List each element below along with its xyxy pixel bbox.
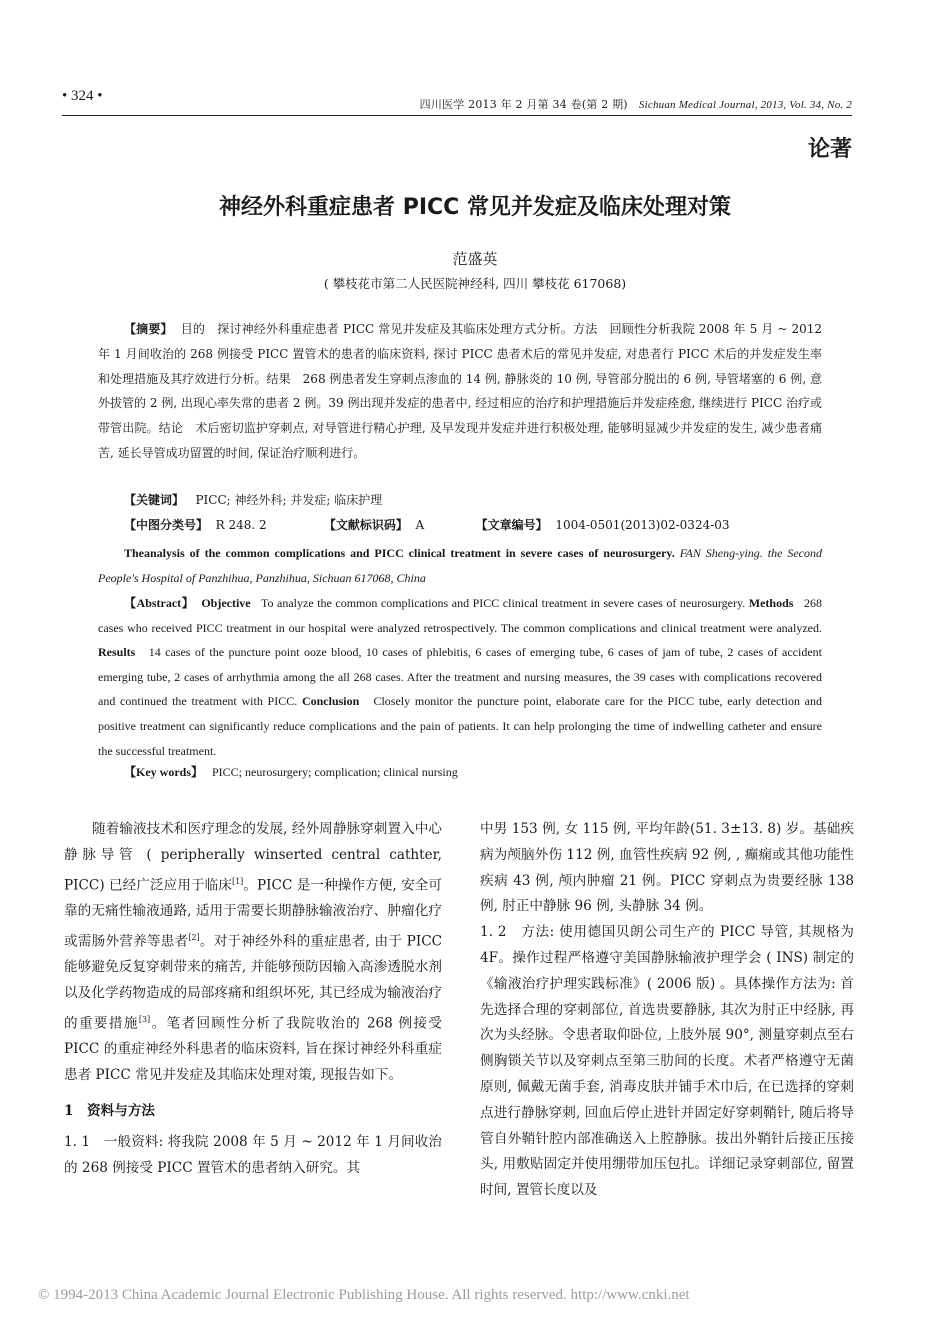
intro-paragraph <box>64 817 442 1089</box>
subsection-general-data: 1. 1 一般资料: 将我院 2008 年 5 月 ~ 2012 年 1 月间收治的 268 例接受 PICC 置管术的患者纳入研究。其 <box>64 1134 442 1177</box>
subsection-methods: 1. 2 方法: 使用德国贝朗公司生产的 PICC 导管, 其规格为 4F。操作过程严格遵守美国静脉输液护理学会 ( INS) 制定的《输液治疗护理实践标准》( 2006 版) 。具体操作方法为: 首先选择合理的穿刺部位, 首选贵要静脉, 其次为肘正中经脉, 再次为头经脉。令患者取仰卧位, 上肢外展 90°, 测量穿刺点至右侧胸锁关节以及穿刺点至第三肋间的长度。术者严格遵守无菌原则, 佩戴无菌手套, 消毒皮肤并铺手术巾后, 在已选择的穿刺点进行静脉穿刺, 回血后停止进针并固定好穿刺鞘针, 随后将导管自外鞘针腔内部准确送入上腔静脉。拔出外鞘针后接正压接头, 用敷贴固定并使用绷带加压包扎。详细记录穿刺部位, 留置时间, 置管长度以及 <box>480 924 854 1199</box>
objective-label: Objective <box>201 596 251 610</box>
abstract-cn-text: 目的 探讨神经外科重症患者 PICC 常见并发症及其临床处理方式分析。方法 回顾性分析我院 2008 年 5 月 ~ 2012 年 1 月间收治的 268 例接受 PICC 置管术的患者的临床资料, 探讨 PICC 患者术后的常见并发症, 对患者行 PICC 术后的并发症发生率和处理措施及其疗效进行分析。结果 268 例患者发生穿刺点渗血的 14 例, 静脉炎的 10 例, 导管部分脱出的 6 例, 导管堵塞的 6 例, 意外拔管的 2 例, 出现心率失常的患者 2 例。39 例出现并发症的患者中, 经过相应的治疗和护理措施后并发症痊愈, 继续进行 PICC 治疗或带管出院。结论 术后密切监护穿刺点, 对导管进行精心护理, 及早发现并发症并进行积极处理, 能够明显减少并发症的发生, 减少患者痛苦, 延长导管成功留置的时间, 保证治疗顺利进行。 <box>98 322 822 460</box>
clc-label: 【中图分类号】 <box>124 518 209 532</box>
abstract-en-heading <box>98 541 822 591</box>
objective-text: To analyze the common complications and PICC clinical treatment in severe cases of neurosurgery. <box>261 596 746 610</box>
body-column-right <box>480 817 854 1204</box>
intro-text-a: 随着输液技术和医疗理念的发展, 经外周静脉穿刺置入中心静脉导管 ( peripherally winserted central cathter, PICC) 已经广泛应用于临床 <box>64 821 442 894</box>
article-author: 范盛英 <box>452 250 498 268</box>
conclusion-text: Closely monitor the puncture point, elaborate care for the PICC tube, early detection and positive treatment can significantly reduce complications and the pain of patients. It can help prolonging the time of indwelling catheter and ensure the successful treatment. <box>98 694 823 758</box>
classification-row <box>124 516 730 533</box>
header-rule <box>62 115 852 116</box>
keywords-cn <box>124 491 382 508</box>
intro-text-b: 。PICC 是一种操作方便, 安全可靠的无痛性输液通路, 适用于需要长期静脉输液治疗、肿瘤化疗或需肠外营养等患者 <box>64 877 442 950</box>
doc-code-value: A <box>415 518 425 532</box>
intro-text-d: 。笔者回顾性分析了我院收治的 268 例接受 PICC 的重症神经外科患者的临床资料, 旨在探讨神经外科重症患者 PICC 常见并发症及其临床处理对策, 现报告如下。 <box>64 1015 442 1083</box>
doc-code-group <box>324 516 472 533</box>
keywords-en-text: PICC; neurosurgery; complication; clinical nursing <box>212 765 458 779</box>
running-head <box>420 96 852 112</box>
results-label: Results <box>98 645 136 660</box>
citation-2[interactable]: [2] <box>188 932 200 942</box>
intro-text-c: 。对于神经外科的重症患者, 由于 PICC 能够避免反复穿刺带来的痛苦, 并能够预防因输入高渗透脱水剂以及化学药物造成的局部疼痛和组织坏死, 其已经成为输液治疗的重要措施 <box>64 933 443 1032</box>
page-number: • 324 • <box>62 88 103 104</box>
abstract-cn-label: 【摘要】 <box>124 322 173 336</box>
article-no-group <box>476 516 730 533</box>
abstract-en-author: FAN Sheng-ying. the Second People's Hospital of Panzhihua, Panzhihua, Sichuan 617068, China <box>98 546 823 585</box>
article-affiliation: ( 攀枝花市第二人民医院神经科, 四川 攀枝花 617068) <box>323 276 627 291</box>
methods-label: Methods <box>748 596 794 610</box>
keywords-en <box>124 763 458 780</box>
clc-value: R 248. 2 <box>215 518 267 532</box>
results-text: 14 cases of the puncture point ooze blood, 10 cases of phlebitis, 6 cases of emerging tube, 6 cases of jam of tube, 2 cases of accident emerging tube, 2 cases of arrhythmia among the all 268 cases. After the treatment and nursing measures, the 39 cases with complications recovered and continued the treatment with PICC. <box>98 645 822 709</box>
abstract-en <box>98 591 822 763</box>
clc-group <box>124 516 320 533</box>
body-column-left <box>64 817 442 1182</box>
article-title: 神经外科重症患者 PICC 常见并发症及临床处理对策 <box>219 195 731 220</box>
running-head-cn: 四川医学 2013 年 2 月第 34 卷(第 2 期) <box>419 98 628 111</box>
keywords-en-label: 【Key words】 <box>124 765 203 779</box>
running-head-en: Sichuan Medical Journal, 2013, Vol. 34, No. 2 <box>638 99 852 111</box>
general-data-continued: 中男 153 例, 女 115 例, 平均年龄(51. 3±13. 8) 岁。基础疾病为颅脑外伤 112 例, 血管性疾病 92 例, , 癫痫或其他功能性疾病 43 例, 颅内肿瘤 21 例。PICC 穿刺点为贵要经脉 138 例, 肘正中静脉 96 例, 头静脉 34 例。 <box>480 821 854 915</box>
article-no-value: 1004-0501(2013)02-0324-03 <box>555 518 730 532</box>
keywords-cn-text: PICC; 神经外科; 并发症; 临床护理 <box>195 493 383 507</box>
section-tag: 论著 <box>807 137 852 162</box>
citation-1[interactable]: [1] <box>231 876 244 886</box>
doc-code-label: 【文献标识码】 <box>323 518 408 532</box>
citation-3[interactable]: [3] <box>138 1014 151 1024</box>
section-heading-methods: 1 资料与方法 <box>64 1102 156 1119</box>
conclusion-label: Conclusion <box>301 694 360 709</box>
abstract-cn <box>98 317 822 466</box>
article-no-label: 【文章编号】 <box>475 518 548 532</box>
abstract-en-label: 【Abstract】 <box>124 596 195 610</box>
methods-text: 268 cases who received PICC treatment in our hospital were analyzed retrospectively. The common complications and clinical treatment were analyzed. <box>98 596 823 635</box>
keywords-cn-label: 【关键词】 <box>124 493 185 507</box>
abstract-en-title: Theanalysis of the common complications and PICC clinical treatment in severe cases of neurosurgery. <box>124 546 675 560</box>
copyright-footer: © 1994-2013 China Academic Journal Electronic Publishing House. All rights reserved. http://www.cnki.net <box>38 1287 690 1303</box>
